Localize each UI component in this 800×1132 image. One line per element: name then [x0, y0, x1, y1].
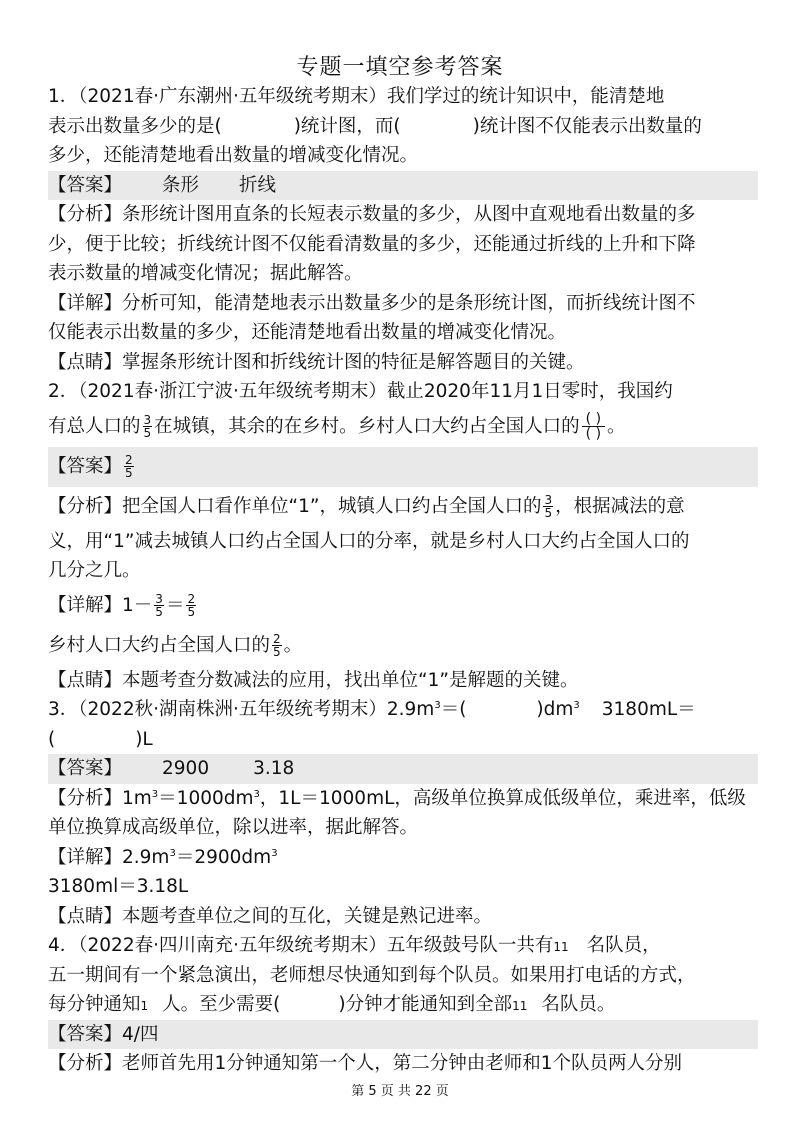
- document-body: [48, 82, 758, 1079]
- fraction-2-5: $\frac{2}{5}$: [187, 592, 196, 619]
- q4-stem-text: 名队员，: [586, 935, 661, 956]
- q1-detail-2: 仅能表示出数量的多少，还能清楚地看出数量的增减变化情况。: [48, 322, 567, 343]
- q4-stem-line-1: [48, 931, 758, 961]
- q3-detail-2: 3180ml＝3.18L: [48, 876, 189, 897]
- q2-detail-1: [48, 586, 758, 626]
- q2-analysis-text: ，根据减法的意: [555, 495, 685, 517]
- q4-stem-line-2: 五一期间有一个紧急演出，老师想尽快通知到每个队员。如果用打电话的方式，: [48, 964, 696, 986]
- q1-stem-text: )统计图不仅能表示出数量的: [472, 115, 702, 137]
- q3-analysis-2: 单位换算成高级单位，除以进率，据此解答。: [48, 817, 419, 838]
- fraction-2-5: $\frac{2}{5}$: [273, 632, 281, 659]
- q3-analysis-text: ＝1000dm: [158, 787, 254, 809]
- q1-analysis-2: 少，便于比较；折线统计图不仅能看清数量的多少，还能通过折线的上升和下降: [48, 233, 696, 255]
- q1-answer-2: 折线: [239, 174, 277, 196]
- q4-stem-text: 名队员。: [541, 994, 616, 1015]
- q3-detail-text: ＝2900dm: [175, 846, 272, 868]
- q4-stem-text: 4．（2022春·四川南充·五年级统考期末）五年级鼓号队一共有: [48, 935, 554, 956]
- q3-detail-text: 【详解】2.9m: [48, 846, 170, 868]
- q2-tip: 【点睛】本题考查分数减法的应用，找出单位“1”是解题的关键。: [48, 669, 579, 691]
- q4-stem-line-3: [48, 990, 758, 1020]
- answer-label: 【答案】: [48, 455, 123, 477]
- q2-detail-2: [48, 626, 758, 666]
- q2-stem-line-2: [48, 407, 758, 447]
- q4-answer-line: 【答案】4/四: [48, 1020, 758, 1050]
- superscript: 3: [169, 847, 176, 859]
- q3-tip: 【点睛】本题考查单位之间的互化，关键是熟记进率。: [48, 905, 493, 927]
- q2-stem-text: 在城镇，其余的在乡村。乡村人口大约占全国人口的: [154, 415, 580, 437]
- superscript: 3: [434, 699, 441, 711]
- q4-stem-text: 每分钟通知: [48, 994, 141, 1015]
- q3-answer-1: 2900: [162, 758, 210, 779]
- q1-stem-line-1: 1．（2021春·广东潮州·五年级统考期末）我们学过的统计知识中，能清楚地: [48, 86, 665, 107]
- q4-stem-text: 人。至少需要(: [162, 994, 281, 1015]
- q3-detail-1: [48, 843, 758, 873]
- q3-stem-text: (: [48, 728, 56, 750]
- q3-stem-text: 3180mL＝: [601, 699, 696, 720]
- q2-analysis-1: [48, 487, 758, 527]
- q1-detail-1: 【详解】分析可知，能清楚地表示出数量多少的是条形统计图，而折线统计图不: [48, 292, 696, 314]
- superscript: 3: [573, 699, 580, 711]
- q4-number: 1: [140, 999, 149, 1013]
- q2-stem-text: 有总人口的: [48, 415, 141, 437]
- q2-stem-text: 。: [607, 415, 626, 437]
- q3-analysis-text: ，1L＝1000mL，高级单位换算成低级单位，乘进率，低级: [259, 787, 746, 809]
- q2-blank-fraction: $\frac{( )}{( )}$: [582, 412, 605, 441]
- q2-detail-text: ＝: [165, 594, 185, 616]
- fraction-3-5: $\frac{3}{5}$: [544, 493, 553, 520]
- q2-detail-text: 1－: [122, 594, 153, 616]
- q2-answer-line: [48, 447, 758, 487]
- q1-stem-text: )统计图，而(: [293, 115, 401, 137]
- q3-analysis-1: [48, 784, 758, 814]
- q3-analysis-text: 【分析】1m: [48, 787, 152, 809]
- q1-analysis-1: 【分析】条形统计图用直条的长短表示数量的多少，从图中直观地看出数量的多: [48, 204, 696, 225]
- superscript: 3: [253, 788, 260, 800]
- q2-analysis-text: 【分析】把全国人口看作单位“1”，城镇人口约占全国人口的: [48, 495, 542, 517]
- q1-answer-1: 条形: [162, 174, 200, 196]
- q2-analysis-2: 义，用“1”减去城镇人口约占全国人口的分率，就是乡村人口大约占全国人口的: [48, 530, 690, 552]
- q3-answer-2: 3.18: [253, 758, 295, 779]
- q4-number: 11: [553, 940, 569, 954]
- fraction-3-5: $\frac{3}{5}$: [155, 592, 163, 619]
- q1-answer-line: [48, 171, 758, 201]
- q4-stem-text: )分钟才能通知到全部: [338, 994, 513, 1015]
- superscript: 3: [151, 788, 159, 800]
- q2-stem-line-1: 2．（2021春·浙江宁波·五年级统考期末）截止2020年11月1日零时，我国约: [48, 381, 673, 402]
- q1-analysis-3: 表示数量的增减变化情况；据此解答。: [48, 263, 363, 284]
- q3-answer-line: [48, 754, 758, 784]
- detail-label: 【详解】: [48, 594, 123, 616]
- q2-analysis-3: 几分之几。: [48, 560, 141, 581]
- q1-tip: 【点睛】掌握条形统计图和折线统计图的特征是解答题目的关键。: [48, 351, 585, 373]
- q3-stem-text: )dm: [536, 699, 574, 720]
- q1-stem-line-3: 多少，还能清楚地看出数量的增减变化情况。: [48, 145, 419, 166]
- q3-stem-text: 3．（2022秋·湖南株洲·五年级统考期末）2.9m: [48, 699, 435, 720]
- q2-detail-text: 。: [283, 634, 303, 656]
- q1-stem-text: 表示出数量多少的是(: [48, 115, 222, 137]
- q4-number: 11: [512, 999, 528, 1013]
- q3-stem-line-2: [48, 725, 758, 755]
- q3-stem-text: )L: [135, 728, 153, 750]
- fraction-2-5: $\frac{2}{5}$: [125, 453, 133, 480]
- q2-detail-text: 乡村人口大约占全国人口的: [48, 634, 271, 656]
- page-footer: 第 5 页 共 22 页: [351, 1084, 449, 1099]
- answer-label: 【答案】: [48, 758, 123, 779]
- page-title: 专题一填空参考答案: [296, 55, 504, 80]
- q4-analysis-1: 【分析】老师首先用1分钟通知第一个人，第二分钟由老师和1个队员两人分别: [48, 1053, 683, 1074]
- q3-stem-line-1: [48, 695, 758, 725]
- superscript: 3: [271, 847, 278, 859]
- q3-stem-text: ＝(: [440, 699, 467, 720]
- fraction-3-5: $\frac{3}{5}$: [143, 413, 152, 440]
- answer-label: 【答案】: [48, 174, 123, 196]
- q1-stem-line-2: [48, 112, 758, 142]
